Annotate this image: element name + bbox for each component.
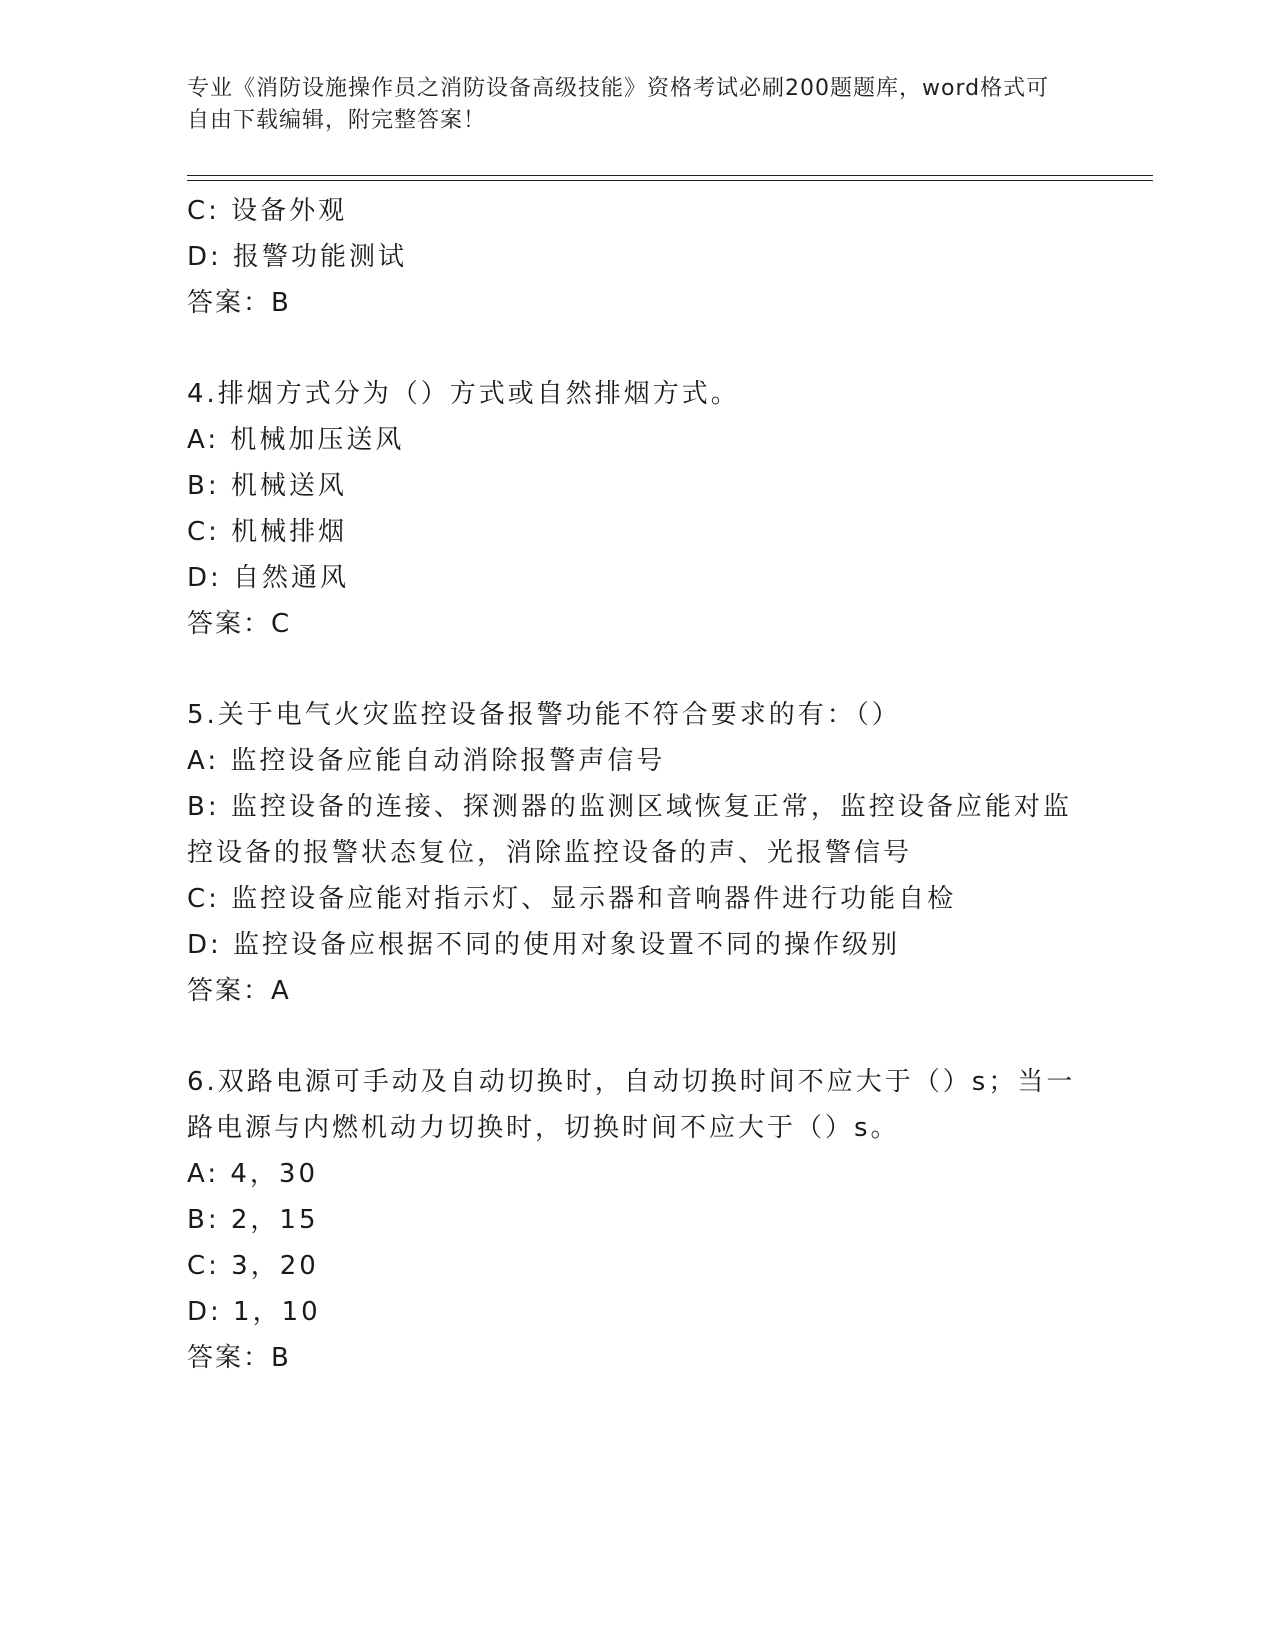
question-content — [187, 188, 1087, 1381]
spacer — [187, 647, 1087, 692]
option-d: D: 监控设备应根据不同的使用对象设置不同的操作级别 — [187, 930, 901, 960]
option-d: D: 报警功能测试 — [187, 242, 408, 272]
question-5 — [187, 692, 1087, 1014]
question-6 — [187, 1059, 1087, 1381]
option-c: C: 设备外观 — [187, 196, 348, 226]
question-stem: 4.排烟方式分为（）方式或自然排烟方式。 — [187, 379, 740, 409]
header-divider-top — [187, 175, 1153, 176]
document-header: 专业《消防设施操作员之消防设备高级技能》资格考试必刷200题题库，word格式可自由下载编辑，附完整答案！ — [187, 76, 1050, 133]
spacer — [187, 326, 1087, 371]
answer-line: 答案：A — [187, 976, 291, 1006]
option-b: B: 机械送风 — [187, 471, 347, 501]
option-c: C: 监控设备应能对指示灯、显示器和音响器件进行功能自检 — [187, 884, 957, 914]
option-a: A: 机械加压送风 — [187, 425, 405, 455]
question-stem: 6.双路电源可手动及自动切换时，自动切换时间不应大于（）s；当一路电源与内燃机动力切换时，切换时间不应大于（）s。 — [187, 1067, 1076, 1143]
spacer — [187, 1014, 1087, 1059]
answer-line: 答案：B — [187, 1343, 291, 1373]
answer-line: 答案：B — [187, 288, 291, 318]
question-3-tail — [187, 188, 1087, 326]
option-b: B: 2，15 — [187, 1205, 319, 1235]
option-b: B: 监控设备的连接、探测器的监测区域恢复正常，监控设备应能对监控设备的报警状态复位，消除监控设备的声、光报警信号 — [187, 792, 1072, 868]
option-a: A: 监控设备应能自动消除报警声信号 — [187, 746, 666, 776]
question-4 — [187, 371, 1087, 647]
option-c: C: 3，20 — [187, 1251, 319, 1281]
header-divider-bottom — [187, 180, 1153, 181]
option-d: D: 1，10 — [187, 1297, 321, 1327]
option-c: C: 机械排烟 — [187, 517, 348, 547]
option-d: D: 自然通风 — [187, 563, 350, 593]
question-stem: 5.关于电气火灾监控设备报警功能不符合要求的有：（） — [187, 700, 901, 730]
option-a: A: 4，30 — [187, 1159, 318, 1189]
answer-line: 答案：C — [187, 609, 292, 639]
